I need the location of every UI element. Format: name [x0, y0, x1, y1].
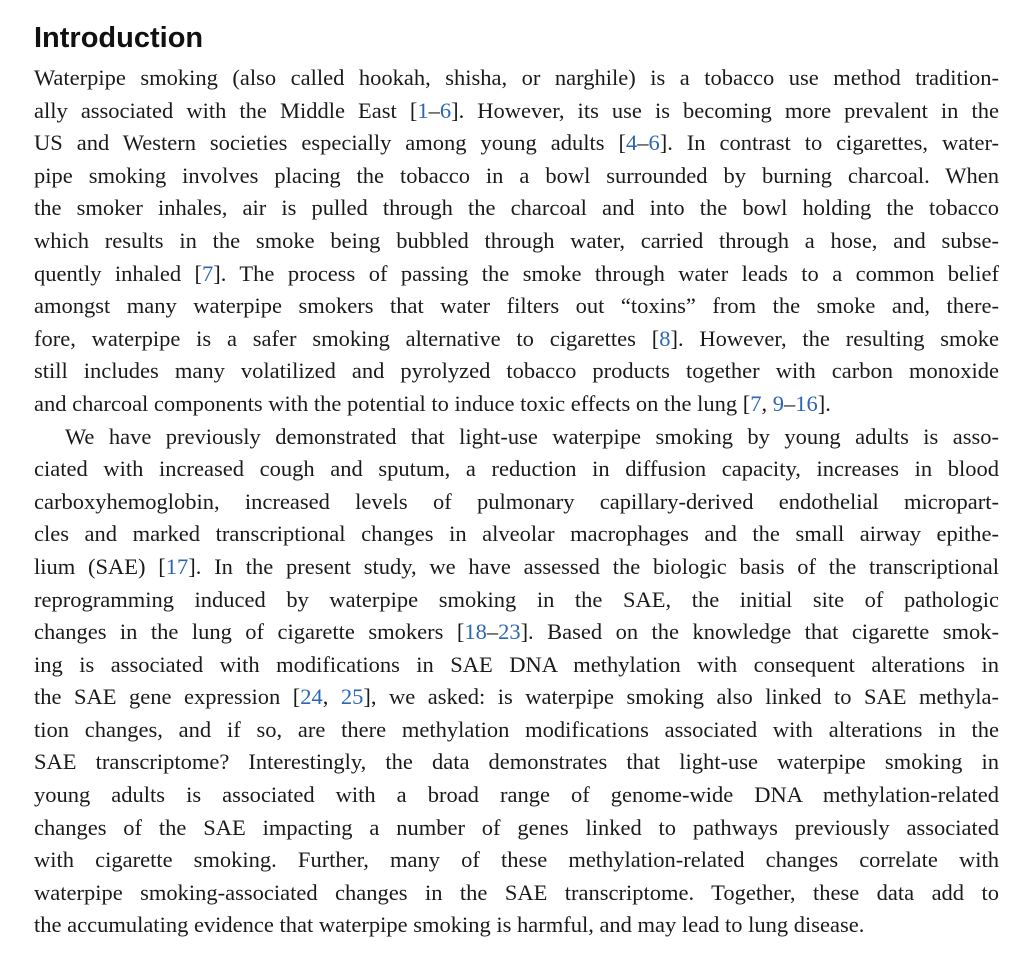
- citation-link[interactable]: 6: [648, 130, 660, 156]
- text-line: [34, 160, 999, 193]
- text-line: [34, 421, 999, 454]
- text-run: with cigarette smoking. Further, many of these methylation-related changes correlate with: [34, 847, 999, 873]
- text-run: –: [428, 97, 440, 123]
- text-line: [34, 323, 999, 356]
- text-run: tion changes, and if so, are there methylation modifications associated with alterations in the: [34, 716, 999, 742]
- text-line: [34, 518, 999, 551]
- text-run: We have previously demonstrated that light-use waterpipe smoking by young adults is asso-: [65, 423, 999, 449]
- text-line: [34, 779, 999, 812]
- text-run: young adults is associated with a broad range of genome-wide DNA methylation-related: [34, 782, 999, 808]
- text-run: quently inhaled [: [34, 260, 203, 286]
- text-run: fore, waterpipe is a safer smoking alternative to cigarettes [: [34, 325, 660, 351]
- text-line: [34, 95, 999, 128]
- text-run: –: [784, 390, 796, 416]
- citation-link[interactable]: 23: [498, 619, 521, 645]
- text-line: [34, 258, 999, 291]
- text-line: [34, 290, 999, 323]
- text-run: ]. Based on the knowledge that cigarette smok-: [520, 619, 999, 645]
- text-run: ]. In contrast to cigarettes, water-: [659, 130, 999, 156]
- text-run: carboxyhemoglobin, increased levels of pulmonary capillary-derived endothelial micropart-: [34, 488, 999, 514]
- text-line: [34, 551, 999, 584]
- citation-link[interactable]: 16: [795, 390, 818, 416]
- paragraph: [34, 62, 999, 421]
- text-run: the smoker inhales, air is pulled through the charcoal and into the bowl holding the tobacco: [34, 195, 999, 221]
- text-run: ].: [817, 390, 831, 416]
- citation-link[interactable]: 25: [340, 684, 364, 710]
- text-run: ]. In the present study, we have assessed the biologic basis of the transcriptional: [188, 553, 999, 579]
- text-run: and charcoal components with the potential to induce toxic effects on the lung [: [34, 390, 751, 416]
- text-line: [34, 486, 999, 519]
- text-line: [34, 746, 999, 779]
- text-line: [34, 877, 999, 910]
- text-run: amongst many waterpipe smokers that water filters out “toxins” from the smoke and, there-: [34, 293, 999, 319]
- text-run: –: [486, 619, 499, 645]
- text-run: ,: [761, 390, 773, 416]
- text-run: the SAE gene expression [: [34, 684, 301, 710]
- text-line: [34, 62, 999, 95]
- text-line: [34, 681, 999, 714]
- text-run: ,: [322, 684, 341, 710]
- citation-link[interactable]: 24: [300, 684, 323, 710]
- text-run: ing is associated with modifications in SAE DNA methylation with consequent alterations in: [34, 651, 999, 677]
- citation-link[interactable]: 6: [439, 97, 452, 123]
- citation-link[interactable]: 7: [750, 390, 762, 416]
- text-run: US and Western societies especially among young adults [: [34, 130, 626, 156]
- text-line: [34, 714, 999, 747]
- paragraph: [34, 421, 999, 943]
- text-run: ciated with increased cough and sputum, a reduction in diffusion capacity, increases in blood: [34, 456, 999, 482]
- text-line: [34, 388, 999, 421]
- citation-link[interactable]: 9: [772, 390, 784, 416]
- text-run: ]. The process of passing the smoke through water leads to a common belief: [213, 260, 999, 286]
- citation-link[interactable]: 7: [202, 260, 214, 286]
- citation-link[interactable]: 17: [165, 553, 189, 579]
- text-run: Waterpipe smoking (also called hookah, shisha, or narghile) is a tobacco use method tradition-: [34, 65, 999, 90]
- text-run: reprogramming induced by waterpipe smoking in the SAE, the initial site of pathologic: [34, 586, 999, 612]
- citation-link[interactable]: 4: [625, 130, 638, 156]
- text-run: still includes many volatilized and pyrolyzed tobacco products together with carbon monoxide: [34, 358, 999, 384]
- text-run: SAE transcriptome? Interestingly, the data demonstrates that light-use waterpipe smoking in: [34, 749, 999, 775]
- text-line: [34, 355, 999, 388]
- text-line: [34, 909, 999, 942]
- text-run: ]. However, its use is becoming more prevalent in the: [451, 97, 999, 123]
- text-run: lium (SAE) [: [34, 553, 166, 579]
- text-line: [34, 616, 999, 649]
- citation-link[interactable]: 18: [464, 619, 487, 645]
- section-title: Introduction: [34, 22, 204, 54]
- section-body: [34, 62, 999, 942]
- text-line: [34, 192, 999, 225]
- text-run: waterpipe smoking-associated changes in the SAE transcriptome. Together, these data add to: [34, 879, 999, 905]
- text-line: [34, 584, 999, 617]
- text-run: ], we asked: is waterpipe smoking also linked to SAE methyla-: [363, 684, 999, 710]
- article-section: [34, 14, 999, 942]
- text-run: –: [637, 130, 649, 156]
- text-line: [34, 225, 999, 258]
- citation-link[interactable]: 1: [417, 97, 429, 123]
- text-line: [34, 127, 999, 160]
- text-line: [34, 453, 999, 486]
- text-run: changes in the lung of cigarette smokers [: [34, 619, 465, 645]
- text-line: [34, 649, 999, 682]
- text-run: changes of the SAE impacting a number of genes linked to pathways previously associated: [34, 814, 999, 840]
- text-run: ally associated with the Middle East [: [34, 97, 418, 123]
- text-run: cles and marked transcriptional changes in alveolar macrophages and the small airway epithe-: [34, 521, 999, 547]
- text-line: [34, 812, 999, 845]
- text-run: ]. However, the resulting smoke: [670, 325, 999, 351]
- text-line: [34, 844, 999, 877]
- citation-link[interactable]: 8: [659, 325, 671, 351]
- text-run: which results in the smoke being bubbled through water, carried through a hose, and subse-: [34, 227, 999, 253]
- text-run: the accumulating evidence that waterpipe smoking is harmful, and may lead to lung disease.: [34, 912, 865, 938]
- text-run: pipe smoking involves placing the tobacco in a bowl surrounded by burning charcoal. When: [34, 162, 999, 188]
